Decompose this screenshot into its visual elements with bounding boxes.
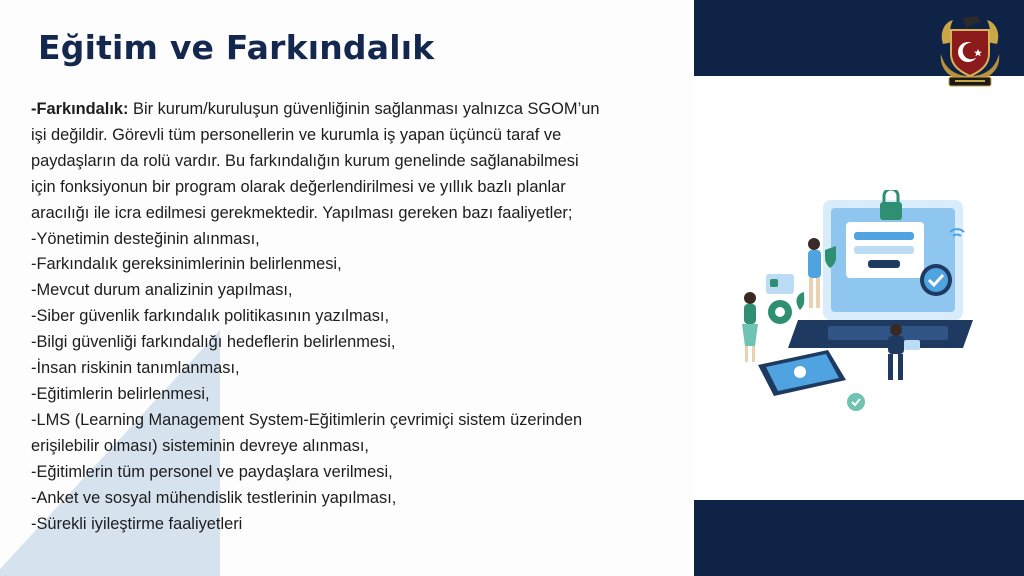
emblem-logo-icon	[937, 14, 1003, 88]
intro-line: için fonksiyonun bir program olarak değerlendirilmesi ve yıllık bazlı planlar	[31, 177, 566, 196]
activity-item: -Anket ve sosyal mühendislik testlerinin yapılması,	[31, 488, 397, 507]
activity-item: -Eğitimlerin tüm personel ve paydaşlara verilmesi,	[31, 462, 393, 481]
activity-item: erişilebilir olması) sisteminin devreye alınması,	[31, 436, 369, 455]
intro-line: paydaşların da rolü vardır. Bu farkındalığın kurum genelinde sağlanabilmesi	[31, 151, 579, 170]
bottom-navy-bar	[694, 500, 1024, 576]
activity-item: -Farkındalık gereksinimlerinin belirlenmesi,	[31, 255, 342, 274]
activity-item: -İnsan riskinin tanımlanması,	[31, 359, 240, 378]
slide-body	[31, 97, 686, 537]
intro-line: aracılığı ile icra edilmesi gerekmektedir. Yapılması gereken bazı faaliyetler;	[31, 203, 573, 222]
slide-title: Eğitim ve Farkındalık	[38, 28, 435, 67]
activity-item: -Yönetimin desteğinin alınması,	[31, 229, 260, 248]
intro-label: -Farkındalık:	[31, 100, 129, 118]
cyber-security-illustration	[728, 190, 978, 425]
intro-text: Bir kurum/kuruluşun güvenliğinin sağlanması yalnızca SGOM’un	[128, 100, 600, 118]
intro-line	[31, 97, 686, 123]
activity-item: -Siber güvenlik farkındalık politikasının yazılması,	[31, 307, 390, 326]
activity-item: -Eğitimlerin belirlenmesi,	[31, 384, 210, 403]
activity-item: -Bilgi güvenliği farkındalığı hedeflerin belirlenmesi,	[31, 333, 396, 352]
activity-item: -LMS (Learning Management System-Eğitimlerin çevrimiçi sistem üzerinden	[31, 410, 583, 429]
intro-line: işi değildir. Görevli tüm personellerin ve kurumla iş yapan üçüncü taraf ve	[31, 125, 562, 144]
activity-item: -Sürekli iyileştirme faaliyetleri	[31, 514, 243, 533]
activity-item: -Mevcut durum analizinin yapılması,	[31, 281, 293, 300]
